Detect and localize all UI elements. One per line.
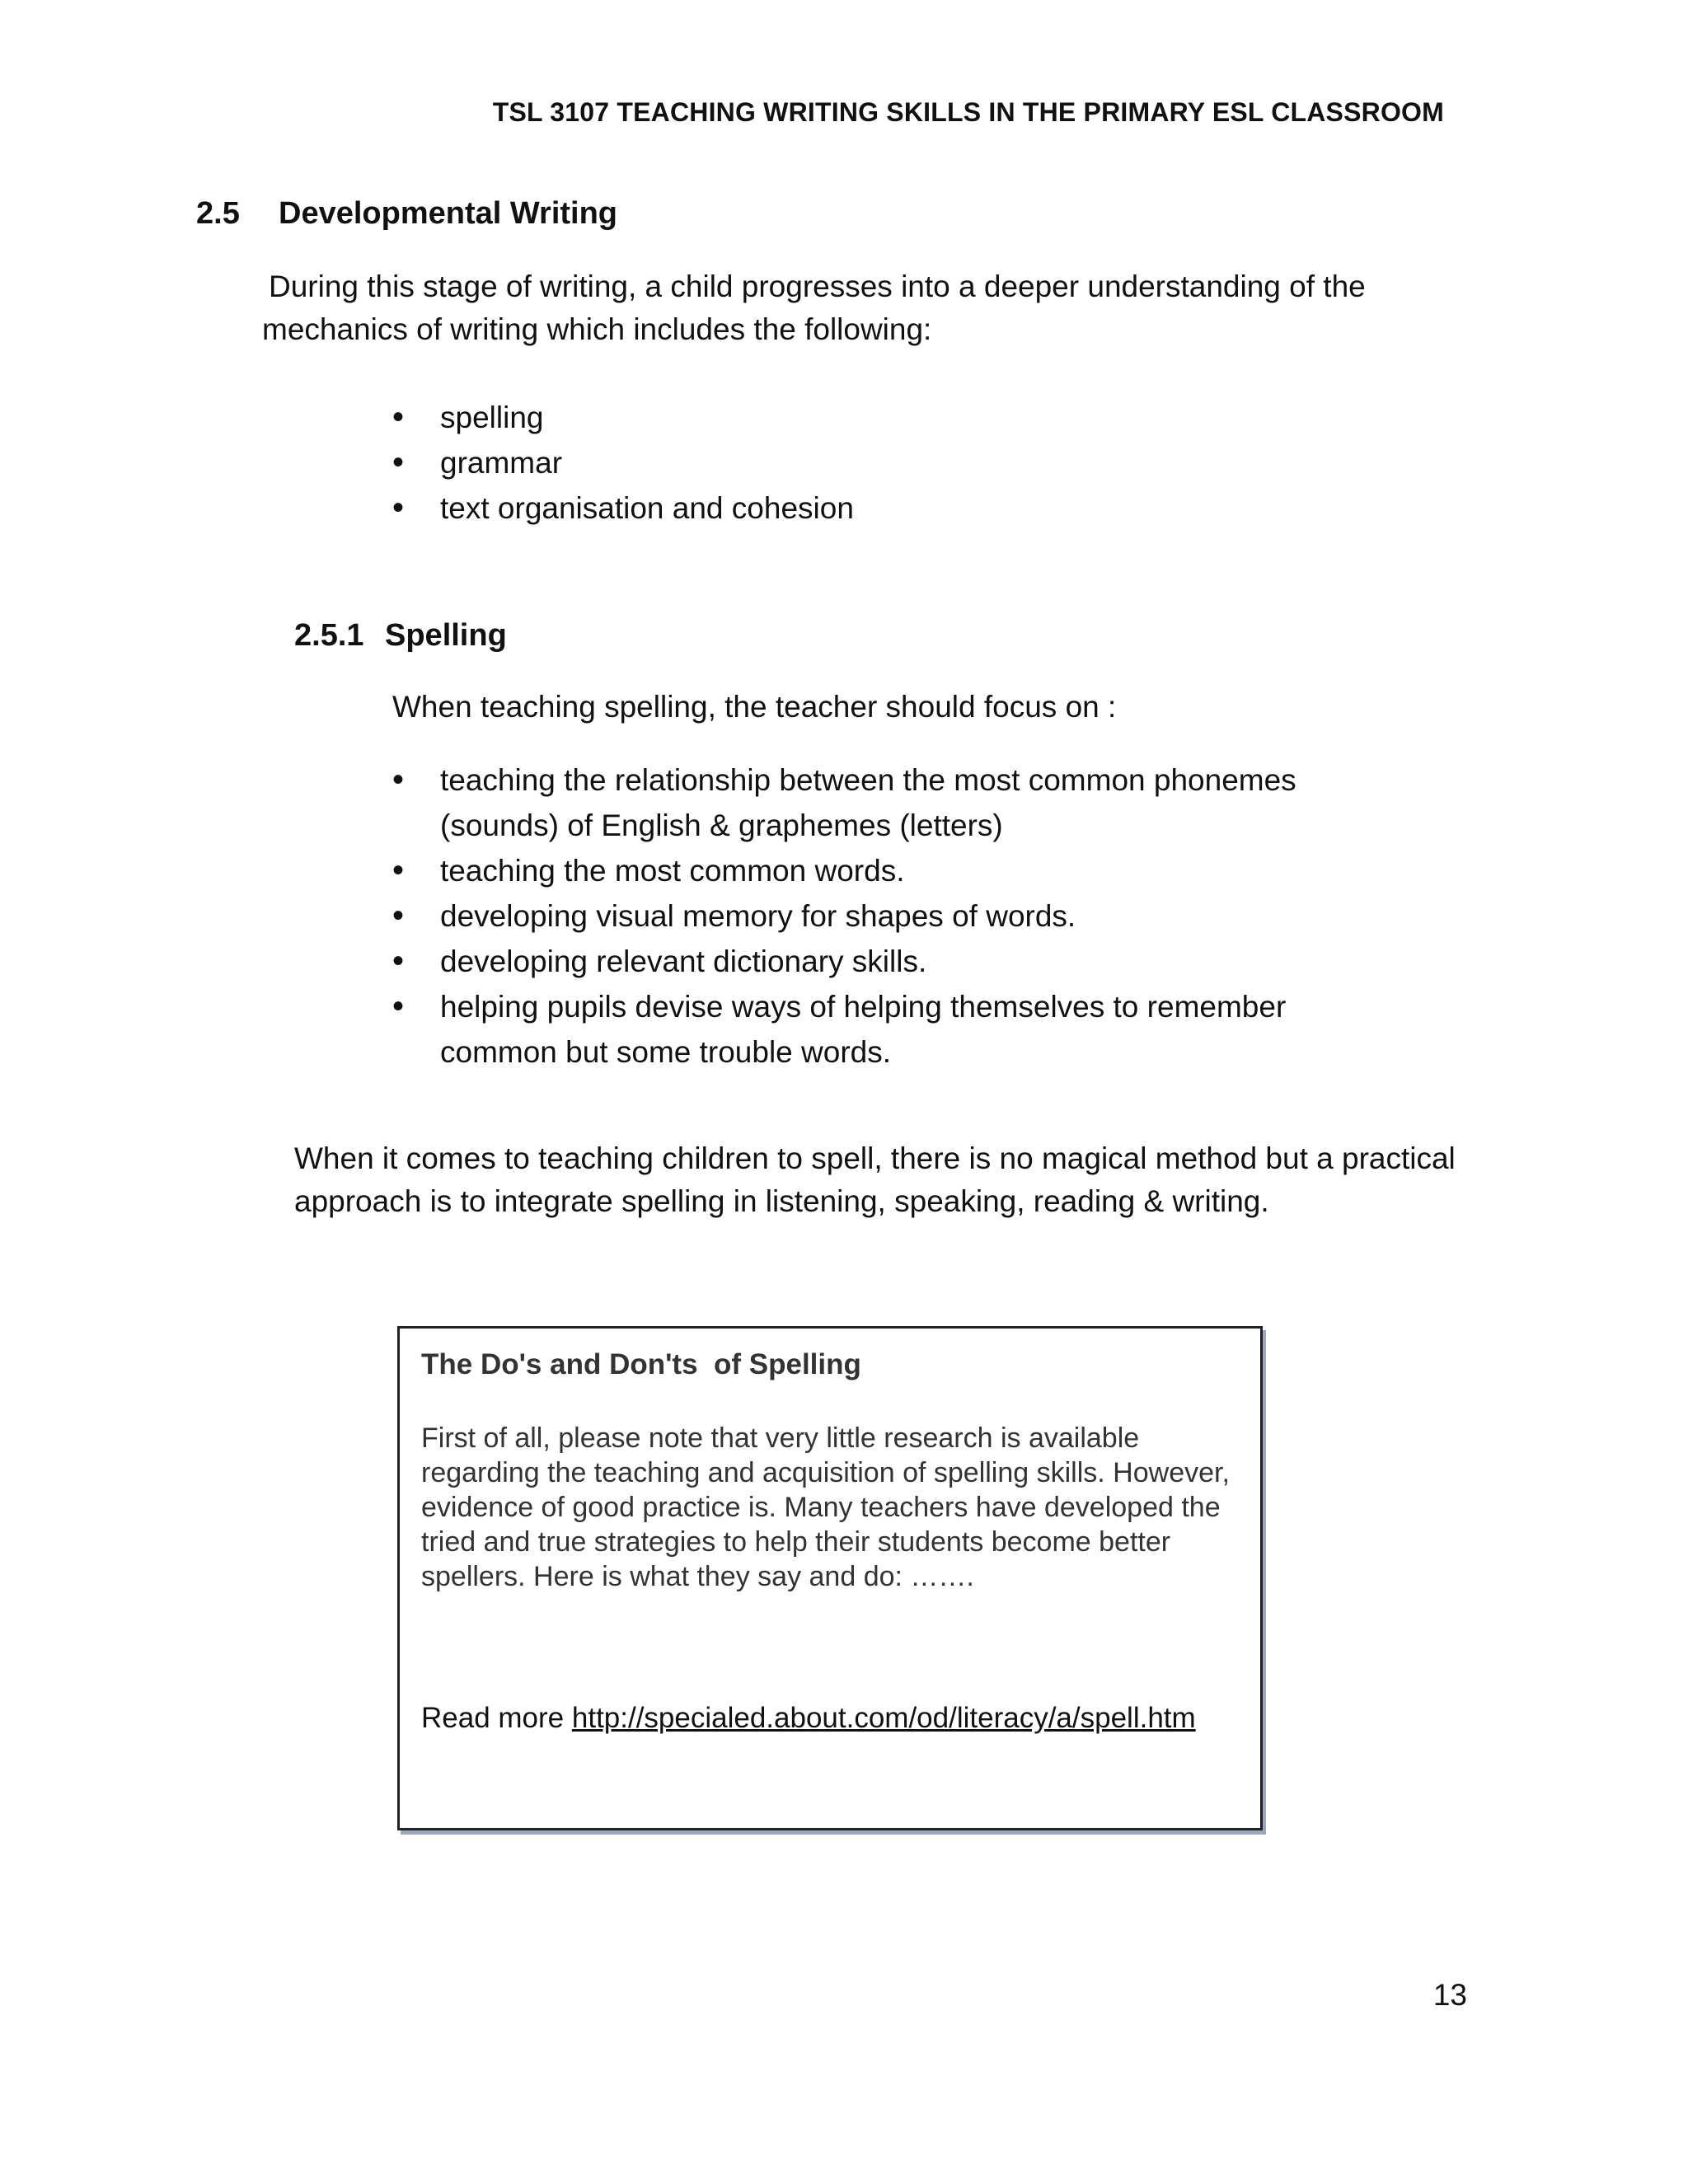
- running-header: TSL 3107 TEACHING WRITING SKILLS IN THE PRIMARY ESL CLASSROOM: [492, 97, 1444, 127]
- read-more-line: [421, 1702, 1196, 1735]
- page-number: 13: [1432, 1978, 1467, 2012]
- callout-body: First of all, please note that very little research is available regarding the teaching and acquisition of spelling skills. However, evidence of good practice is. Many teachers have developed the tried and true strategies to help their students become better spellers. Here is what they say and do: …….: [421, 1422, 1230, 1592]
- list-item: • teaching the most common words.: [392, 848, 1381, 893]
- subsection-heading: [294, 618, 507, 654]
- intro-paragraph: During this stage of writing, a child progresses into a deeper understanding of the mechanics of writing which includes the following:: [262, 269, 1366, 346]
- section-number: 2.5: [196, 196, 240, 231]
- list-item: • teaching the relationship between the most common phonemes (sounds) of English & graphemes (letters): [392, 757, 1381, 848]
- closing-paragraph: When it comes to teaching children to spell, there is no magical method but a practical approach is to integrate spelling in listening, speaking, reading & writing.: [294, 1141, 1456, 1218]
- list-item: • helping pupils devise ways of helping themselves to remember common but some trouble words.: [392, 984, 1381, 1075]
- list-item: • developing relevant dictionary skills.: [392, 939, 1381, 984]
- read-more-label: Read more: [421, 1702, 565, 1734]
- list-item: • text organisation and cohesion: [392, 485, 1464, 531]
- list-item: • grammar: [392, 440, 1464, 485]
- spelling-focus-list: [392, 757, 1381, 1075]
- read-more-link[interactable]: http://specialed.about.com/od/literacy/a/spell.htm: [571, 1702, 1196, 1734]
- mechanics-list: [392, 395, 1464, 531]
- subsection-number: 2.5.1: [294, 618, 364, 653]
- subsection-title: Spelling: [385, 618, 507, 653]
- list-item: • developing visual memory for shapes of words.: [392, 893, 1381, 939]
- spelling-lead-text: When teaching spelling, the teacher should focus on :: [392, 690, 1117, 724]
- list-item: • spelling: [392, 395, 1464, 440]
- callout-box: [397, 1326, 1263, 1830]
- section-title: Developmental Writing: [279, 196, 618, 231]
- callout-title: The Do's and Don'ts of Spelling: [421, 1348, 861, 1380]
- section-heading: [196, 196, 617, 232]
